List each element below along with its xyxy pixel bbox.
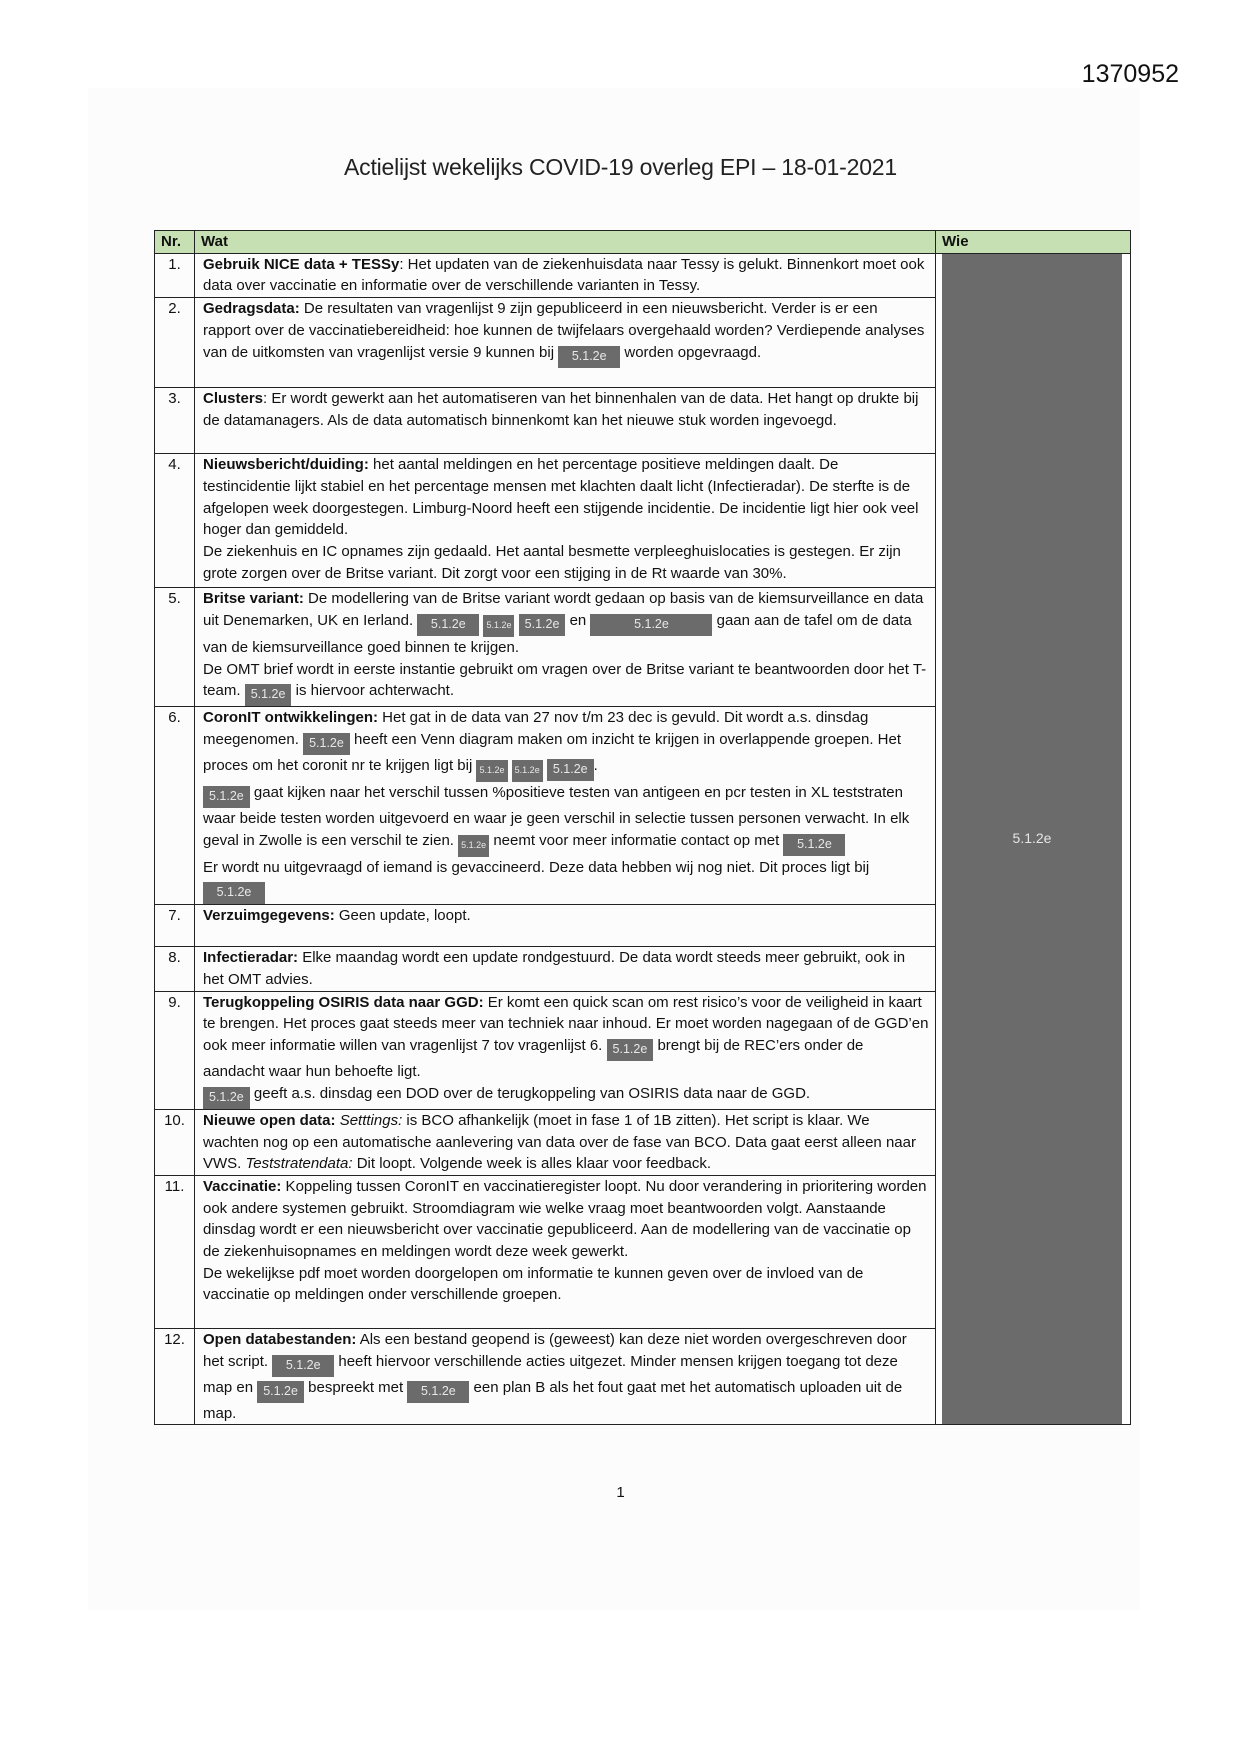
topic-label: Open databestanden: — [203, 1330, 357, 1348]
description-text: Er komt een quick scan om rest risico’s voor de veiligheid in kaart te brengen. Het proces gaat steeds meer van techniek naar inhoud. Er moet worden nagegaan of de GGD’en ook meer informatie willen van vragenlijst 7 tov vragenlijst 6. — [203, 993, 929, 1055]
row-description — [195, 1328, 936, 1424]
topic-label: Vaccinatie: — [203, 1177, 282, 1195]
redaction-box: 5.1.2e — [783, 834, 845, 856]
row-number: 9. — [155, 991, 195, 1109]
row-description — [195, 947, 936, 991]
redaction-box: 5.1.2e — [257, 1381, 304, 1403]
topic-label: Infectieradar: — [203, 949, 299, 967]
topic-label: Verzuimgegevens: — [203, 907, 335, 925]
description-text: bespreekt met — [303, 1378, 408, 1396]
redaction-box: 5.1.2e — [607, 1039, 654, 1061]
description-text: De modellering van de Britse variant wordt gedaan op basis van de kiemsurveillance en data uit Denemarken, UK en Ierland. — [203, 590, 924, 629]
description-text: Geen update, loopt. — [334, 907, 471, 925]
column-header-nr: Nr. — [155, 231, 195, 254]
page-number: 1 — [616, 1484, 625, 1501]
topic-label: Terugkoppeling OSIRIS data naar GGD: — [203, 993, 484, 1011]
topic-label: Clusters — [203, 390, 264, 408]
redaction-box: 5.1.2e — [483, 615, 514, 637]
description-text: Dit loopt. Volgende week is alles klaar voor feedback. — [352, 1155, 712, 1173]
description-text: een plan B als het fout gaat met het automatisch uploaden uit de map. — [203, 1378, 903, 1422]
description-text: Het gat in de data van 27 nov t/m 23 dec is gevuld. Dit wordt a.s. dinsdag meegenomen. — [203, 709, 869, 748]
redaction-box: 5.1.2e — [303, 733, 350, 755]
description-text: : Er wordt gewerkt aan het automatiseren van het binnenhalen van de data. Het hangt op drukte bij de datamanagers. Als de data automatisch binnenkomt kan het nieuwe stuk worden ingevoegd. — [203, 390, 919, 429]
topic-label: Gebruik NICE data + TESSy — [203, 255, 400, 273]
description-text: De OMT brief wordt in eerste instantie gebruikt om vragen over de Britse variant te beantwoorden door het T-team. — [203, 660, 927, 700]
table-row — [155, 253, 1131, 297]
redaction-label: 5.1.2e — [1012, 830, 1052, 847]
description-text: Koppeling tussen CoronIT en vaccinatieregister loopt. Nu door verandering in prioritering worden ook andere systemen gebruikt. Stroomdiagram wie welke vraag moet beantwoorden volgt. Aanstaande dinsdag wordt er een nieuwsbericht over vaccinatie gepubliceerd. Aan de modellering van de vaccinatie op de ziekenhuisopnames en meldingen wordt deze week gewerkt. — [203, 1177, 927, 1261]
row-number: 4. — [155, 454, 195, 588]
description-text: worden opgevraagd. — [620, 343, 762, 361]
page-title: Actielijst wekelijks COVID-19 overleg EPI – 18-01-2021 — [344, 154, 897, 180]
description-text: De resultaten van vragenlijst 9 zijn gepubliceerd in een nieuwsbericht. Verder is er een rapport over de vaccinatiebereidheid: hoe kunnen de twijfelaars overgehaald worden? Verdiepende analyses van de uitkomsten van vragenlijst versie 9 kunnen bij — [203, 300, 925, 361]
row-number: 10. — [155, 1109, 195, 1175]
row-description — [195, 454, 936, 588]
row-number: 3. — [155, 388, 195, 454]
description-text: gaan aan de tafel om de data van de kiemsurveillance goed binnen te krijgen. — [203, 611, 912, 656]
description-text: Als een bestand geopend is (geweest) kan deze niet worden overgeschreven door het script. — [203, 1330, 907, 1370]
row-number: 2. — [155, 298, 195, 388]
topic-label: Nieuwe open data: — [203, 1111, 336, 1129]
description-text: : Het updaten van de ziekenhuisdata naar Tessy is gelukt. Binnenkort moet ook data over vaccinatie en informatie over de verschillende varianten in Tessy. — [203, 255, 925, 295]
redaction-box: 5.1.2e — [458, 835, 489, 857]
redaction-box: 5.1.2e — [272, 1355, 334, 1377]
subtopic-label: Teststratendata: — [245, 1155, 353, 1173]
description-text: en — [565, 611, 591, 629]
description-text: het aantal meldingen en het percentage positieve meldingen daalt. De testincidentie lijkt stabiel en het percentage mensen met klachten daalt licht (Infectieradar). De sterfte is de afgelopen week doorgestegen. Limburg-Noord heeft een stijgende incidentie. De incidentie ligt hier ook veel hoger dan gemiddeld. — [203, 456, 919, 539]
row-description — [195, 588, 936, 707]
redaction-box: 5.1.2e — [407, 1381, 469, 1403]
row-description — [195, 1109, 936, 1175]
redaction-box: 5.1.2e — [417, 614, 479, 636]
description-text: heeft hiervoor verschillende acties uitgezet. Minder mensen krijgen toegang tot deze map en — [203, 1352, 898, 1396]
redaction-box: 5.1.2e — [203, 786, 250, 808]
row-description — [195, 388, 936, 454]
description-text: De wekelijkse pdf moet worden doorgelopen om informatie te kunnen geven over de invloed van de vaccinatie op meldingen onder verschillende groepen. — [203, 1264, 864, 1304]
row-number: 8. — [155, 947, 195, 991]
row-description — [195, 253, 936, 297]
topic-label: Gedragsdata: — [203, 300, 300, 318]
table-header-row — [155, 231, 1131, 254]
document-id: 1370952 — [1081, 60, 1179, 88]
row-description — [195, 298, 936, 388]
description-text: Er wordt nu uitgevraagd of iemand is gevaccineerd. Deze data hebben wij nog niet. Dit proces ligt bij — [203, 858, 870, 876]
redaction-box: 5.1.2e — [558, 346, 620, 368]
description-text: gaat kijken naar het verschil tussen %positieve testen van antigeen en pcr testen in XL teststraten waar beide testen worden uitgevoerd en waar je geen verschil in selectie tussen personen verwacht. In elk geval in Zwolle is een verschil te zien. — [203, 783, 910, 849]
redaction-box: 5.1.2e — [203, 882, 265, 904]
redaction-box: 5.1.2e — [519, 614, 566, 636]
description-text: . — [593, 756, 598, 774]
topic-label: Nieuwsbericht/duiding: — [203, 456, 369, 474]
wie-column — [936, 253, 1131, 1425]
subtopic-label: Setttings: — [339, 1111, 403, 1129]
redaction-box: 5.1.2e — [512, 760, 543, 782]
redaction-box: 5.1.2e — [547, 759, 594, 781]
column-header-wat: Wat — [195, 231, 936, 254]
topic-label: CoronIT ontwikkelingen: — [203, 709, 378, 727]
action-list-table — [154, 230, 1131, 1425]
wie-redaction-box — [942, 254, 1122, 1425]
topic-label: Britse variant: — [203, 590, 304, 608]
description-text: is hiervoor achterwacht. — [291, 682, 455, 700]
redaction-box: 5.1.2e — [476, 760, 507, 782]
row-number: 12. — [155, 1328, 195, 1424]
redaction-box: 5.1.2e — [590, 614, 712, 636]
row-number: 7. — [155, 905, 195, 947]
row-description — [195, 905, 936, 947]
row-number: 1. — [155, 253, 195, 297]
row-number: 5. — [155, 588, 195, 707]
table-body — [155, 253, 1131, 1425]
description-text: geeft a.s. dinsdag een DOD over de terugkoppeling van OSIRIS data naar de GGD. — [249, 1084, 811, 1102]
description-text: brengt bij de REC’ers onder de aandacht waar hun behoefte ligt. — [203, 1037, 864, 1081]
description-text: neemt voor meer informatie contact op met — [489, 831, 784, 849]
row-number: 11. — [155, 1175, 195, 1328]
description-text: is BCO afhankelijk (moet in fase 1 of 1B zitten). Het script is klaar. We wachten nog op een automatische aanlevering van data over de fase van BCO. Data gaat eerst alleen naar VWS. — [203, 1111, 916, 1173]
description-text: De ziekenhuis en IC opnames zijn gedaald. Het aantal besmette verpleeghuislocaties is gestegen. Er zijn grote zorgen over de Britse variant. Dit zorgt voor een stijging in de Rt waarde van 30%. — [203, 542, 901, 582]
row-number: 6. — [155, 707, 195, 905]
row-description — [195, 707, 936, 905]
redaction-box: 5.1.2e — [203, 1087, 250, 1109]
description-text: heeft een Venn diagram maken om inzicht te krijgen in overlappende groepen. Het proces om het coronit nr te krijgen ligt bij — [203, 730, 902, 774]
redaction-box: 5.1.2e — [245, 684, 292, 706]
column-header-wie: Wie — [936, 231, 1131, 254]
description-text: Elke maandag wordt een update rondgestuurd. De data wordt steeds meer gebruikt, ook in het OMT advies. — [203, 949, 906, 989]
row-description — [195, 1175, 936, 1328]
row-description — [195, 991, 936, 1109]
